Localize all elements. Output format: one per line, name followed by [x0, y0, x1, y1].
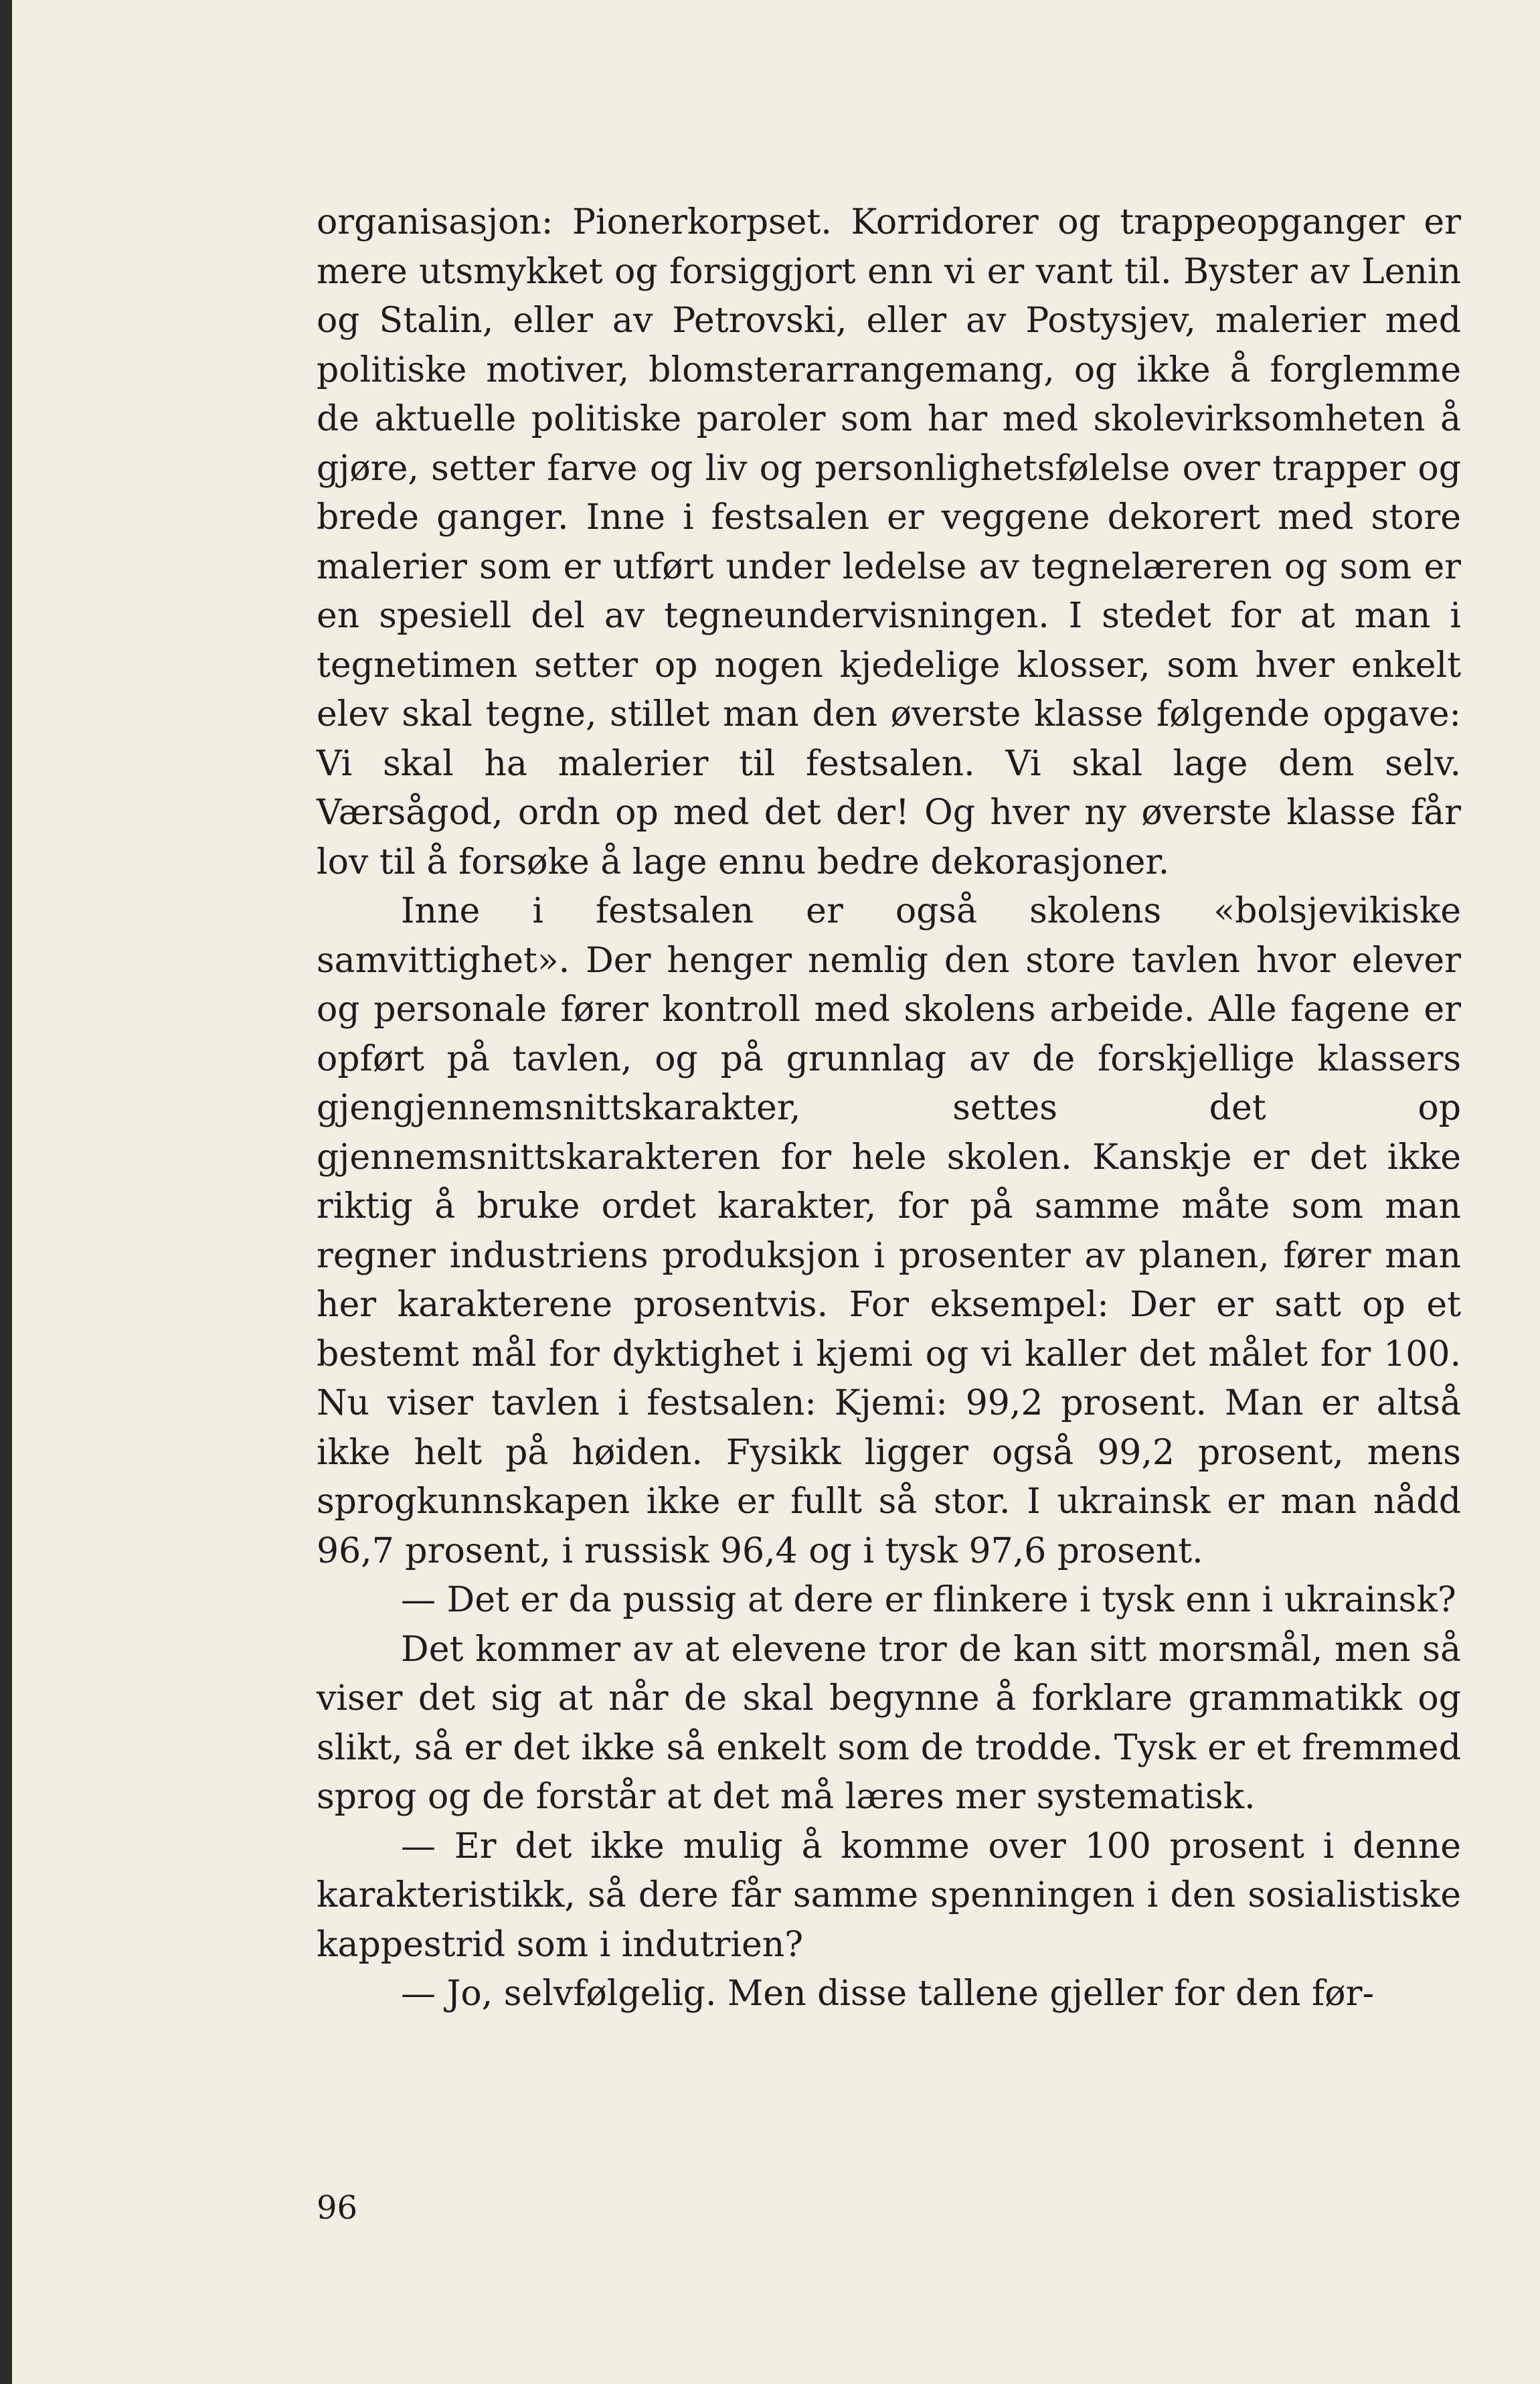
- paragraph-5: — Er det ikke mulig å komme over 100 prosent i denne karakteristikk, så dere får samme spenningen i den sosialistiske kappestrid som i indutrien?: [317, 1826, 1461, 1965]
- page-number: 96: [317, 2189, 358, 2227]
- paragraph-4: Det kommer av at elevene tror de kan sitt morsmål, men så viser det sig at når de skal begynne å forklare grammatikk og slikt, så er det ikke så enkelt som de trodde. Tysk er et fremmed sprog og de forstår at det må læres mer systematisk.: [317, 1629, 1461, 1817]
- paragraph-3: — Det er da pussig at dere er flinkere i tysk enn i ukrainsk?: [401, 1580, 1456, 1620]
- paragraph-2: Inne i festsalen er også skolens «bolsjevikiske samvittighet». Der henger nemlig den store tavlen hvor elever og personale fører kontroll med skolens arbeide. Alle fagene er opført på tavlen, og på grunnlag av de forskjellige klassers gjengjennemsnittskarakter, settes det op gjennemsnittskarakteren for hele skolen. Kanskje er det ikke riktig å bruke ordet karakter, for på samme måte som man regner industriens produksjon i prosenter av planen, fører man her karakterene prosentvis. For eksempel: Der er satt op et bestemt mål for dyktighet i kjemi og vi kaller det målet for 100. Nu viser tavlen i festsalen: Kjemi: 99,2 prosent. Man er altså ikke helt på høiden. Fysikk ligger også 99,2 prosent, mens sprogkunnskapen ikke er fullt så stor. I ukrainsk er man nådd 96,7 prosent, i russisk 96,4 og i tysk 97,6 prosent.: [317, 891, 1461, 1571]
- body-text: [317, 198, 1461, 2019]
- paragraph-6: — Jo, selvfølgelig. Men disse tallene gjeller for den før-: [401, 1974, 1375, 2014]
- paragraph-1: organisasjon: Pionerkorpset. Korridorer og trappeopganger er mere utsmykket og forsiggjort enn vi er vant til. Byster av Lenin og Stalin, eller av Petrovski, eller av Postysjev, malerier med politiske motiver, blomsterarrangemang, og ikke å forglemme de aktuelle politiske paroler som har med skolevirksomheten å gjøre, setter farve og liv og personlighetsfølelse over trapper og brede ganger. Inne i festsalen er veggene dekorert med store malerier som er utført under ledelse av tegnelæreren og som er en spesiell del av tegneundervisningen. I stedet for at man i tegnetimen setter op nogen kjedelige klosser, som hver enkelt elev skal tegne, stillet man den øverste klasse følgende opgave: Vi skal ha malerier til festsalen. Vi skal lage dem selv. Værsågod, ordn op med det der! Og hver ny øverste klasse får lov til å forsøke å lage ennu bedre dekorasjoner.: [317, 202, 1461, 882]
